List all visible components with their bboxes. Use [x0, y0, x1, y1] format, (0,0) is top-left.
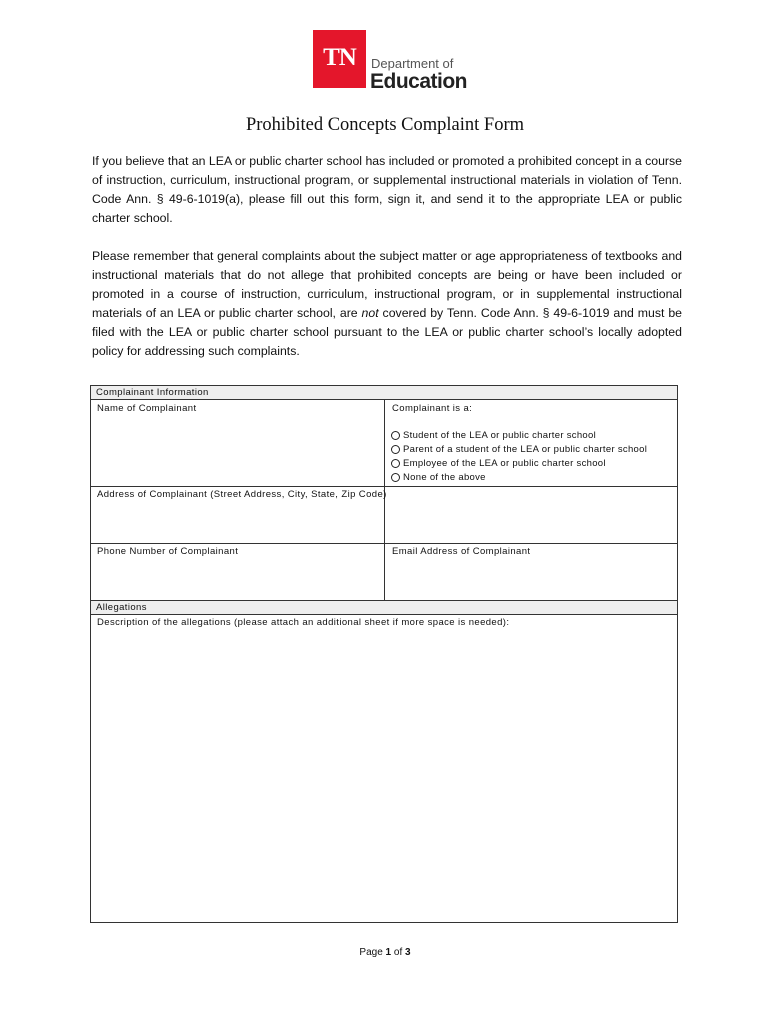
page-title: Prohibited Concepts Complaint Form	[245, 115, 524, 135]
current-page-number: 1	[385, 947, 392, 958]
intro-paragraph: If you believe that an LEA or public charter school has included or promoted a prohibited concept in a course of instruction, curriculum, instructional program, or supplemental instructional materials in violation of Tenn. Code Ann. § 49-6-1019(a), please fill out this form, sign it, and send it to the appropriate LEA or public charter school.	[92, 154, 682, 225]
radio-button-icon[interactable]	[391, 459, 400, 468]
option-student[interactable]	[391, 428, 647, 442]
total-pages-number: 3	[405, 947, 411, 958]
radio-button-icon[interactable]	[391, 431, 400, 440]
complaint-form-table	[90, 385, 678, 923]
radio-button-icon[interactable]	[391, 445, 400, 454]
option-parent[interactable]	[391, 442, 647, 456]
address-field[interactable]	[91, 487, 677, 543]
name-of-complainant-field[interactable]	[91, 400, 384, 486]
tn-education-logo	[313, 30, 468, 94]
reminder-text-before: Please remember that general complaints about the subject matter or age appropriateness of textbooks and instructional materials that do not allege that prohibited concepts are being or have been included or promoted in a course of instruction, curriculum, instructional program, or in supplemental instructional materials of an LEA or public charter school, are	[92, 249, 682, 320]
email-address-label: Email Address of Complainant	[392, 546, 531, 557]
complainant-is-label: Complainant is a:	[392, 403, 473, 414]
phone-number-label: Phone Number of Complainant	[97, 546, 239, 557]
tn-logo-mark: TN	[313, 30, 366, 88]
reminder-paragraph	[92, 247, 682, 361]
option-none[interactable]	[391, 470, 647, 484]
allegations-header: Allegations	[91, 600, 677, 615]
address-label: Address of Complainant (Street Address, City, State, Zip Code)	[97, 489, 387, 500]
phone-number-field[interactable]	[91, 544, 384, 600]
page-word: Page	[359, 947, 383, 958]
reminder-emphasis: not	[361, 306, 379, 320]
email-address-field[interactable]	[385, 544, 677, 600]
page-footer	[0, 947, 770, 958]
logo-education-text: Education	[370, 70, 468, 93]
option-label: Employee of the LEA or public charter school	[403, 457, 606, 469]
allegations-description-label: Description of the allegations (please attach an additional sheet if more space is needed):	[97, 617, 510, 628]
of-word: of	[393, 947, 403, 958]
name-of-complainant-label: Name of Complainant	[97, 403, 197, 414]
option-label: Parent of a student of the LEA or public charter school	[403, 443, 648, 455]
option-label: Student of the LEA or public charter school	[403, 429, 596, 441]
option-employee[interactable]	[391, 456, 647, 470]
allegations-description-field[interactable]	[91, 615, 677, 922]
complainant-information-header: Complainant Information	[91, 386, 677, 400]
complainant-type-options	[391, 428, 647, 484]
logo-department-text: Department of	[371, 56, 454, 71]
reminder-text-after: covered by Tenn. Code Ann. § 49-6-1019 and must be filed with the LEA or public charter school pursuant to the LEA or public charter school’s locally adopted policy for addressing such complaints.	[92, 306, 682, 358]
radio-button-icon[interactable]	[391, 473, 400, 482]
option-label: None of the above	[403, 471, 486, 483]
